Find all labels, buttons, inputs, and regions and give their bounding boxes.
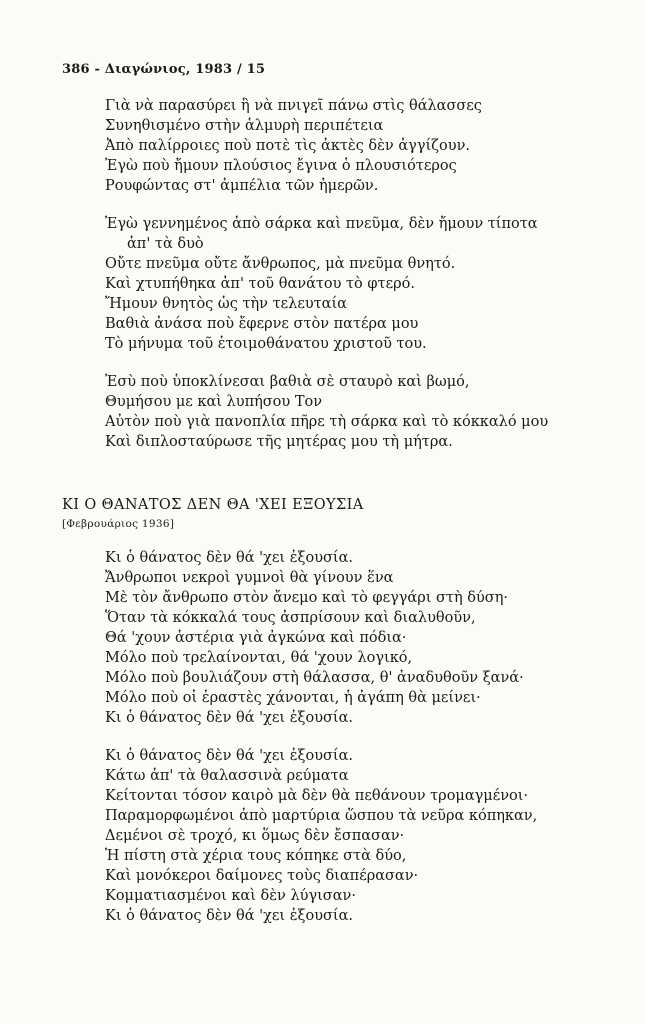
poem-line: Βαθιὰ ἀνάσα ποὺ ἔφερνε στὸν πατέρα μου: [105, 316, 419, 332]
poem-line: Κι ὁ θάνατος δὲν θά 'χει ἐξουσία.: [105, 550, 354, 566]
stanza: [105, 214, 625, 354]
poem-line: Κομματιασμένοι καὶ δὲν λύγισαν·: [105, 888, 356, 904]
poem-line: Ρουφώντας στ' ἀμπέλια τῶν ἡμερῶν.: [105, 178, 379, 194]
poem-line: Θυμήσου με καὶ λυπήσου Τον: [105, 394, 323, 410]
poem-line: Θά 'χουν ἀστέρια γιὰ ἀγκώνα καὶ πόδια·: [105, 630, 407, 646]
running-header: 386 - Διαγώνιος, 1983 / 15: [62, 62, 266, 77]
poem-line: Μόλο ποὺ οἱ ἐραστὲς χάνονται, ἡ ἀγάπη θὰ μείνει·: [105, 690, 481, 706]
poem-line: Κάτω ἀπ' τὰ θαλασσινὰ ρεύματα: [105, 768, 349, 784]
poem-line: Ἐσὺ ποὺ ὑποκλίνεσαι βαθιὰ σὲ σταυρὸ καὶ βωμό,: [105, 374, 470, 390]
stanza: [105, 548, 625, 728]
poem-line: Παραμορφωμένοι ἀπὸ μαρτύρια ὥσπου τὰ νεῦρα κόπηκαν,: [105, 808, 538, 824]
poem-line: Ἤμουν θνητὸς ὡς τὴν τελευταία: [105, 296, 347, 312]
poem-date: [Φεβρουάριος 1936]: [62, 518, 175, 530]
poem-line: Ἀπὸ παλίρροιες ποὺ ποτὲ τὶς ἀκτὲς δὲν ἀγγίζουν.: [105, 138, 470, 154]
poem-line: Κείτονται τόσον καιρὸ μὰ δὲν θὰ πεθάνουν τρομαγμένοι·: [105, 788, 529, 804]
stanza-gap: [105, 728, 625, 746]
stanza: [105, 96, 625, 196]
poem-line: Μὲ τὸν ἄνθρωπο στὸν ἄνεμο καὶ τὸ φεγγάρι στὴ δύση·: [105, 590, 508, 606]
poem-line: Καὶ χτυπήθηκα ἀπ' τοῦ θανάτου τὸ φτερό.: [105, 276, 415, 292]
poem-line: Γιὰ νὰ παρασύρει ἢ νὰ πνιγεῖ πάνω στὶς θάλασσες: [105, 98, 482, 114]
poem-line: Δεμένοι σὲ τροχό, κι ὅμως δὲν ἔσπασαν·: [105, 828, 405, 844]
stanza-gap: [105, 354, 625, 372]
poem-line: Κι ὁ θάνατος δὲν θά 'χει ἐξουσία.: [105, 908, 354, 924]
poem-line: Μόλο ποὺ τρελαίνονται, θά 'χουν λογικό,: [105, 650, 413, 666]
poem-line: Καὶ διπλοσταύρωσε τῆς μητέρας μου τὴ μήτρα.: [105, 434, 453, 450]
poem-line: Ἡ πίστη στὰ χέρια τους κόπηκε στὰ δύο,: [105, 848, 407, 864]
poem-line: Συνηθισμένο στὴν ἁλμυρὴ περιπέτεια: [105, 118, 384, 134]
poem-title: ΚΙ Ο ΘΑΝΑΤΟΣ ΔΕΝ ΘΑ 'ΧΕΙ ΕΞΟΥΣΙΑ: [62, 497, 364, 513]
stanza: [105, 372, 625, 452]
poem-line: Κι ὁ θάνατος δὲν θά 'χει ἐξουσία.: [105, 748, 354, 764]
stanza: [105, 746, 625, 926]
poem-line: Αὐτὸν ποὺ γιὰ πανοπλία πῆρε τὴ σάρκα καὶ τὸ κόκκαλό μου: [105, 414, 549, 430]
stanza-gap: [105, 196, 625, 214]
poem-continued: [105, 96, 625, 452]
poem-line: Τὸ μήνυμα τοῦ ἑτοιμοθάνατου χριστοῦ του.: [105, 336, 427, 352]
poem-line: Ὅταν τὰ κόκκαλά τους ἀσπρίσουν καὶ διαλυθοῦν,: [105, 610, 476, 626]
poem-line: Κι ὁ θάνατος δὲν θά 'χει ἐξουσία.: [105, 710, 354, 726]
poem-line: Ἄνθρωποι νεκροὶ γυμνοὶ θὰ γίνουν ἕνα: [105, 570, 394, 586]
poem-line: Καὶ μονόκεροι δαίμονες τοὺς διαπέρασαν·: [105, 868, 419, 884]
poem-new: [105, 548, 625, 926]
poem-line: Ἐγὼ γεννημένος ἀπὸ σάρκα καὶ πνεῦμα, δὲν ἤμουν τίποτα: [105, 216, 538, 232]
poem-line: Οὔτε πνεῦμα οὔτε ἄνθρωπος, μὰ πνεῦμα θνητό.: [105, 256, 456, 272]
poem-line: ἀπ' τὰ δυὸ: [127, 236, 204, 252]
poem-line: Μόλο ποὺ βουλιάζουν στὴ θάλασσα, θ' ἀναδυθοῦν ξανά·: [105, 670, 524, 686]
poem-line: Ἐγὼ ποὺ ἤμουν πλούσιος ἔγινα ὁ πλουσιότερος: [105, 158, 457, 174]
